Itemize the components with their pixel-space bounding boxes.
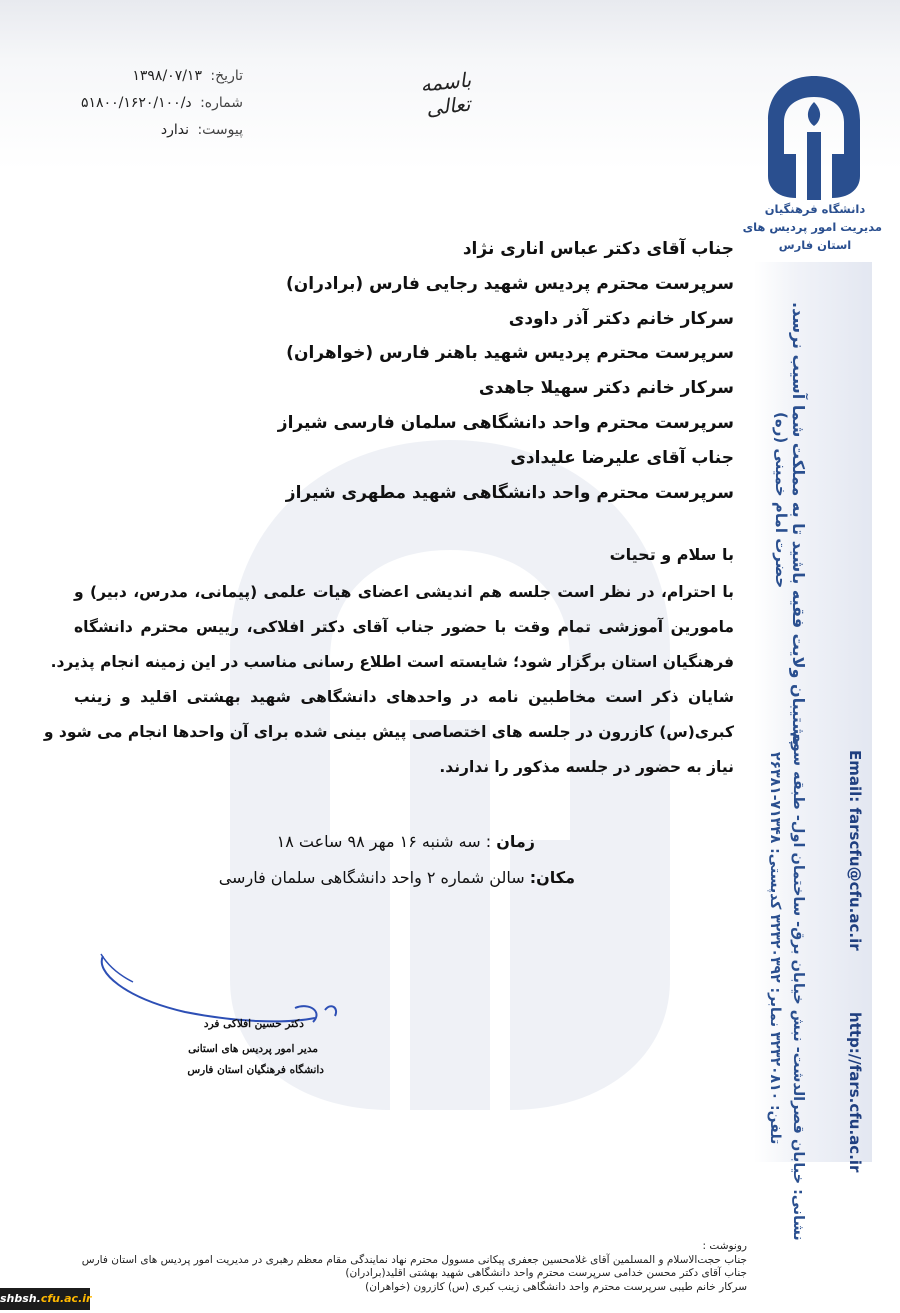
- meeting-time-label: زمان: [496, 832, 535, 851]
- meeting-time: [277, 832, 535, 851]
- letter-attachment: [161, 122, 243, 138]
- recipient-line: سرپرست محترم واحد دانشگاهی شهید مطهری شیراز: [285, 482, 734, 503]
- site-watermark-badge[interactable]: [0, 1288, 90, 1310]
- letter-date: [132, 68, 243, 84]
- recipient-line: سرپرست محترم پردیس شهید رجایی فارس (برادران): [286, 273, 734, 294]
- copy-recipient: سرکار خانم طیبی سرپرست محترم واحد دانشگاهی زینب کبری (س) کازرون (خواهران): [365, 1280, 747, 1293]
- recipient-line: سرکار خانم دکتر سهیلا جاهدی: [478, 378, 734, 399]
- signatory-organization: دانشگاه فرهنگیان استان فارس: [187, 1064, 324, 1076]
- recipient-line: سرکار خانم دکتر آذر داودی: [508, 308, 734, 329]
- body-line: مامورین آموزشی تمام وقت با حضور جناب آقای دکتر افلاکی، رییس محترم دانشگاه: [74, 618, 734, 636]
- signatory-title: مدیر امور پردیس های استانی: [188, 1043, 318, 1055]
- body-line: نیاز به حضور در جلسه مذکور را ندارند.: [439, 758, 734, 776]
- meeting-place-label: مکان:: [529, 868, 575, 887]
- date-value: ۱۳۹۸/۰۷/۱۳: [132, 68, 202, 84]
- body-line: شایان ذکر است مخاطبین نامه در واحدهای دانشگاهی شهید بهشتی اقلید و زینب: [74, 688, 734, 706]
- recipient-list: [174, 232, 734, 510]
- meeting-place: [219, 868, 575, 887]
- copy-recipient: جناب حجت‌الاسلام و المسلمین آقای غلامحسین جعفری پیکانی مسوول محترم نهاد نمایندگی مقام معظم رهبری در مدیریت امور پردیس های استان فارس: [81, 1253, 747, 1266]
- recipient-line: سرپرست محترم پردیس شهید باهنر فارس (خواهران): [286, 343, 734, 364]
- body-line: فرهنگیان استان برگزار شود؛ شایسته است اطلاع رسانی مناسب در این زمینه انجام پذیرد.: [50, 653, 734, 671]
- number-value: د/۵۱۸۰۰/۱۶۲۰/۱۰۰: [81, 95, 192, 111]
- bismillah-heading: باسمه تعالی: [419, 67, 473, 121]
- side-motto-quote: پشتیبان ولایت فقیه باشید تا به مملکت شما آسیب نرسد.: [789, 302, 808, 746]
- recipient-line: سرپرست محترم واحد دانشگاهی سلمان فارسی شیراز: [277, 412, 734, 433]
- side-address: نشانی: خیابان قصرالدشت- نبش خیابان برق- ساختمان اول- طبقه سوم: [790, 732, 806, 1241]
- meeting-place-value: سالن شماره ۲ واحد دانشگاهی سلمان فارسی: [218, 868, 525, 887]
- date-label: تاریخ:: [210, 68, 243, 84]
- copy-recipient: جناب آقای دکتر محسن خدامی سرپرست محترم واحد دانشگاهی شهید بهشتی اقلید(برادران): [345, 1267, 747, 1280]
- signatory-name: دکتر حسین افلاکی فرد: [203, 1018, 304, 1030]
- copies-section: [47, 1240, 747, 1294]
- copies-heading: رونوشت :: [702, 1240, 747, 1252]
- number-label: شماره:: [200, 95, 243, 111]
- body-line: با احترام، در نظر است جلسه هم اندیشی اعضای هیات علمی (پیمانی، مدرس، دبیر) و: [74, 583, 734, 601]
- recipient-line: جناب آقای دکتر عباس اناری نژاد: [462, 239, 734, 259]
- letter-body: [43, 575, 734, 785]
- side-motto-attribution: حضرت امام خمینی (ره): [772, 412, 790, 589]
- attachment-label: پیوست:: [197, 122, 243, 138]
- meeting-time-value: : سه شنبه ۱۶ مهر ۹۸ ساعت ۱۸: [276, 832, 492, 851]
- site-badge-suffix: cfu.ac.ir: [40, 1292, 92, 1305]
- logo-caption-province: استان فارس: [778, 238, 852, 252]
- university-logo-icon: [764, 72, 864, 202]
- side-contact-numbers: تلفن: ۳۲۳۲۰۸۱۰ نمابر: ۳۲۳۲۰۳۹۲ کدپستی: ۷۱۳۴۸-۲۶۳۸۱: [767, 752, 783, 1145]
- attachment-value: ندارد: [160, 122, 189, 138]
- side-website-link[interactable]: http://fars.cfu.ac.ir: [846, 1012, 864, 1173]
- letter-number: [81, 95, 243, 111]
- logo-caption-management: مدیریت امور پردیس های: [742, 220, 882, 234]
- side-email[interactable]: Email: farscfu@cfu.ac.ir: [846, 750, 864, 951]
- body-line: کبری(س) کازرون در جلسه های اختصاصی پیش بینی شده برای آن واحدها انجام می شود و: [43, 723, 734, 741]
- greeting: با سلام و تحیات: [609, 545, 734, 564]
- logo-caption-university: دانشگاه فرهنگیان: [764, 202, 866, 216]
- recipient-line: جناب آقای علیرضا علیدادی: [510, 447, 734, 468]
- site-badge-prefix: shbsh.: [0, 1292, 41, 1305]
